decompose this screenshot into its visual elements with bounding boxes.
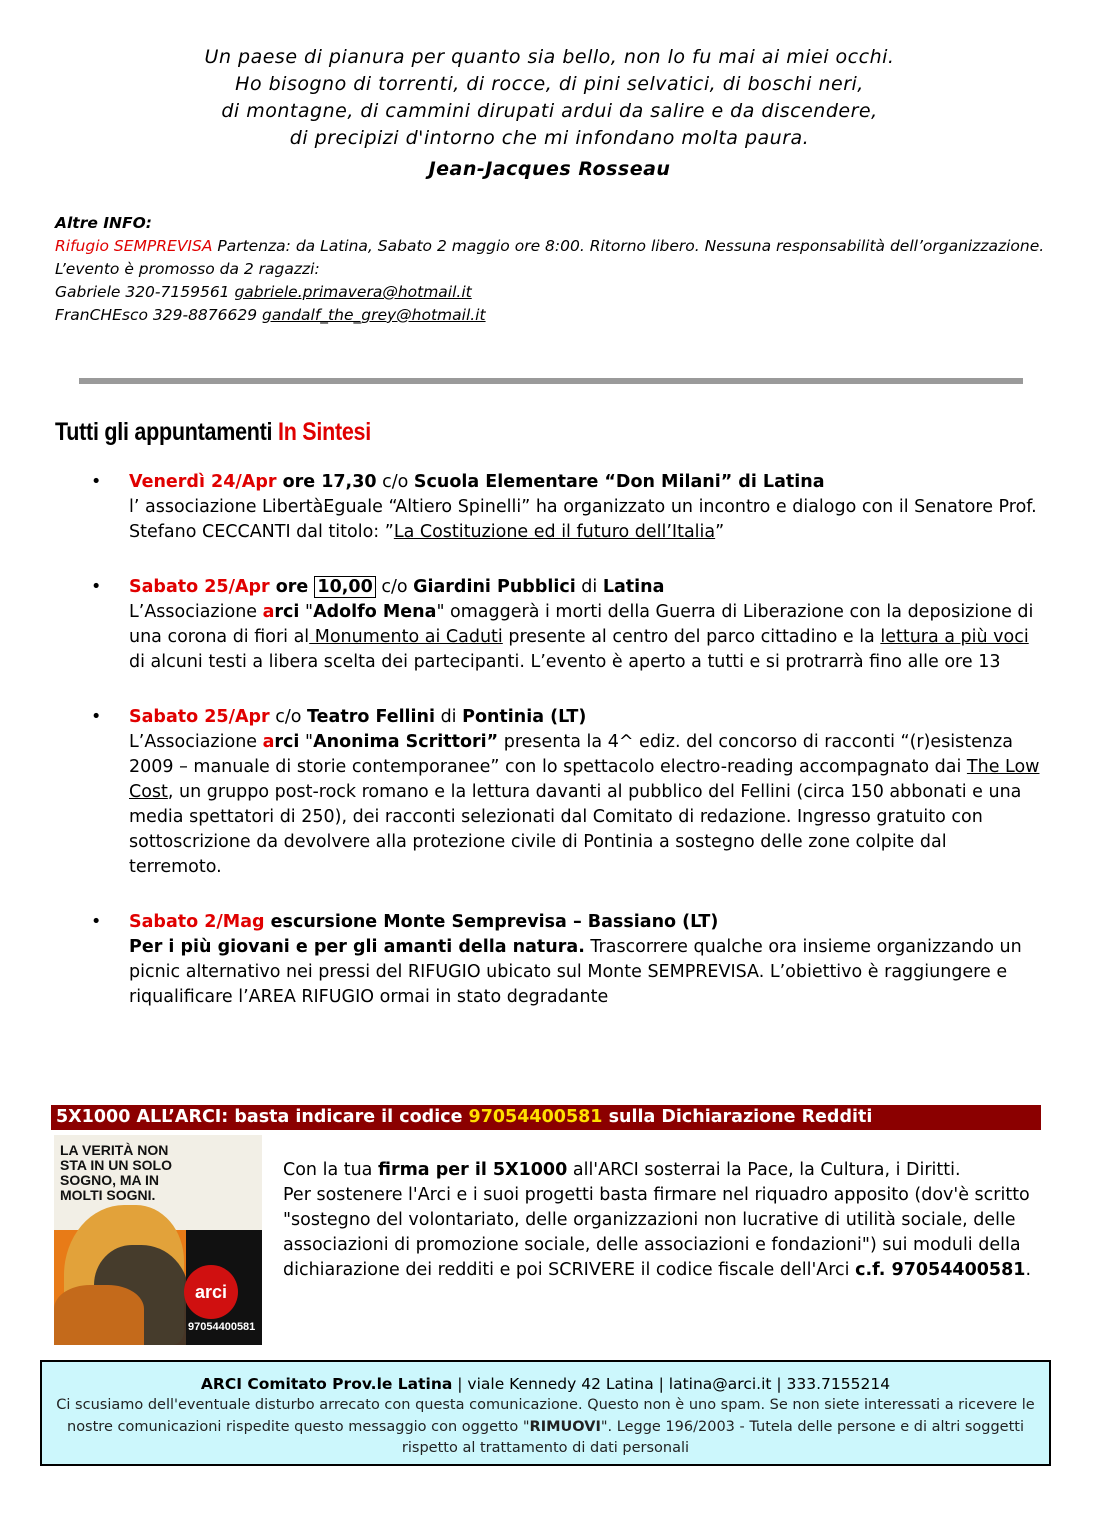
poster-hand (54, 1285, 144, 1345)
five-per-mille-paragraph (283, 1158, 1043, 1183)
info-heading: Altre INFO: (55, 214, 152, 232)
arci-poster-image (54, 1135, 262, 1345)
notice-text: ". Legge 196/2003 - Tutela delle persone e di altri soggetti rispetto al trattamento di dati personali (401, 1418, 1024, 1456)
poster-code: 97054400581 (188, 1321, 256, 1333)
event-header (129, 910, 1041, 935)
paragraph-emphasis: firma per il 5X1000 (377, 1160, 568, 1180)
event-text: L’Associazione (129, 732, 263, 752)
footer-notice (42, 1395, 1049, 1460)
event-item (91, 705, 1041, 880)
contact-name: FranCHEsco 329-8876629 (55, 306, 263, 324)
event-city: Latina (602, 577, 665, 597)
contact-email-link[interactable]: gabriele.primavera@hotmail.it (234, 283, 472, 301)
event-venue: Scuola Elementare “Don Milani” di Latina (413, 472, 825, 492)
footer-contact-text: | viale Kennedy 42 Latina | latina@arci.it | 333.7155214 (452, 1375, 891, 1393)
event-venue: Teatro Fellini (307, 707, 436, 727)
info-text: Partenza: da Latina, Sabato 2 maggio ore 8:00. Ritorno libero. Nessuna responsabilità dell’organizzazione. L’evento è promosso da 2 ragazzi: (55, 237, 1045, 278)
footer-org: ARCI Comitato Prov.le Latina (200, 1375, 453, 1393)
event-text: L’Associazione (129, 602, 263, 622)
bullet: • (91, 472, 102, 492)
section-title (55, 418, 371, 447)
event-header (129, 470, 1041, 495)
five-per-mille-paragraph (283, 1183, 1043, 1283)
event-co: c/o (375, 577, 414, 597)
arci-logo-icon: arci (184, 1265, 238, 1319)
event-text: presenta la 4^ ediz. del concorso di racconti “(r)esistenza 2009 – manuale di storie contemporanee” con lo spettacolo electro-reading accompagnato dai (129, 732, 1013, 777)
info-contact-1 (55, 281, 1055, 304)
event-date: Sabato 2/Mag (129, 912, 265, 932)
event-time: 10,00 (314, 576, 375, 598)
quote-author: Jean-Jacques Rosseau (428, 158, 671, 180)
event-time-prefix: ore (276, 472, 322, 492)
event-org: Adolfo Mena (313, 602, 437, 622)
notice-keyword: RIMUOVI (529, 1418, 601, 1435)
contact-email-link[interactable]: gandalf_the_grey@hotmail.it (262, 306, 486, 324)
event-body (129, 935, 1041, 1010)
section-title-text: Tutti gli appuntamenti (55, 418, 278, 446)
banner-label: 5X1000 ALL’ARCI: (56, 1107, 229, 1127)
quote-line: Ho bisogno di torrenti, di rocce, di pini selvatici, di boschi neri, (235, 73, 864, 95)
footer-contacts (42, 1373, 1049, 1395)
info-place: Rifugio SEMPREVISA (55, 237, 213, 255)
event-text: , un gruppo post-rock romano e la lettura davanti al pubblico del Fellini (circa 150 abbonati e una media spettatori di 250), dei racconti selezionati dal Comitato di redazione. Ingresso gratuito con sottoscrizione da devolvere alla protezione civile di Pontinia a sostegno delle zone colpite dal terremoto. (129, 782, 1022, 877)
event-item (91, 470, 1041, 545)
event-link[interactable]: The Low Cost (129, 757, 1040, 802)
event-text: ” (715, 522, 725, 542)
event-link[interactable]: lettura a più voci (880, 627, 1029, 647)
event-link[interactable]: Monumento ai Caduti (309, 627, 503, 647)
event-of: di (575, 577, 603, 597)
bullet: • (91, 707, 102, 727)
quote (0, 44, 1099, 152)
banner-code: 97054400581 (468, 1107, 603, 1127)
event-co: c/o (269, 707, 308, 727)
event-item (91, 575, 1041, 675)
event-date: Venerdì 24/Apr (129, 472, 277, 492)
event-body (129, 600, 1041, 675)
poster-slogan: LA VERITÀ NON STA IN UN SOLO SOGNO, MA IN MOLTI SOGNI. (60, 1142, 172, 1203)
event-time-prefix: ore (269, 577, 315, 597)
banner-text: sulla Dichiarazione Redditi (602, 1107, 873, 1127)
event-body (129, 495, 1041, 545)
event-date: Sabato 25/Apr (129, 577, 270, 597)
event-of: di (435, 707, 463, 727)
arci-word: rci (274, 602, 300, 622)
paragraph-text: all'ARCI sosterrai la Pace, la Cultura, i Diritti. (567, 1160, 961, 1180)
event-org: Anonima Scrittori” (313, 732, 499, 752)
event-text: " (299, 602, 314, 622)
event-link[interactable]: La Costituzione ed il futuro dell’Italia (393, 522, 716, 542)
event-venue: Giardini Pubblici (413, 577, 576, 597)
paragraph-text: . (1025, 1260, 1032, 1280)
paragraph-text: Con la tua (283, 1160, 378, 1180)
event-header (129, 575, 1041, 600)
event-text: l’ associazione LibertàEguale “Altiero Spinelli” ha organizzato un incontro e dialogo con il Senatore Prof. Stefano CECCANTI dal titolo: ” (129, 497, 1037, 542)
paragraph-emphasis: c.f. 97054400581 (855, 1260, 1026, 1280)
event-header (129, 705, 1041, 730)
event-body (129, 730, 1041, 880)
divider (79, 378, 1023, 384)
event-item (91, 910, 1041, 1010)
event-text: " (299, 732, 314, 752)
five-per-mille-text (283, 1158, 1043, 1283)
section-title-highlight: In Sintesi (277, 418, 371, 446)
five-per-mille-banner (51, 1105, 1041, 1130)
footer (40, 1360, 1051, 1466)
info-details (55, 235, 1055, 281)
event-text: presente al centro del parco cittadino e la (502, 627, 881, 647)
event-text: di alcuni testi a libera scelta dei partecipanti. L’evento è aperto a tutti e si protrarrà fino alle ore 13 (129, 652, 1001, 672)
bullet: • (91, 577, 102, 597)
event-text: " omaggerà i morti della Guerra di Liberazione con la deposizione di una corona di fiori al (129, 602, 1034, 647)
event-co: c/o (376, 472, 414, 492)
event-lead: Per i più giovani e per gli amanti della natura. (129, 937, 585, 957)
banner-text: basta indicare il codice (228, 1107, 469, 1127)
event-date: Sabato 25/Apr (129, 707, 270, 727)
event-list (91, 470, 1041, 1040)
info-contact-2 (55, 304, 1055, 327)
info-block (55, 212, 1055, 327)
arci-logo-letter: a (262, 732, 275, 752)
bullet: • (91, 912, 102, 932)
event-text: Trascorrere qualche ora insieme organizzando un picnic alternativo nei pressi del RIFUGIO ubicato sul Monte SEMPREVISA. L’obiettivo è raggiungere e riqualificare l’AREA RIFUGIO ormai in stato degradante (129, 937, 1022, 1007)
arci-logo-letter: a (262, 602, 275, 622)
quote-line: di precipizi d'intorno che mi infondano molta paura. (289, 127, 810, 149)
arci-word: rci (274, 732, 300, 752)
contact-name: Gabriele 320-7159561 (55, 283, 235, 301)
quote-line: di montagne, di cammini dirupati ardui da salire e da discendere, (221, 100, 878, 122)
notice-text: Ci scusiamo dell'eventuale disturbo arrecato con questa comunicazione. Questo non è uno spam. Se non siete interessati a ricevere le nostre comunicazioni rispedite questo messaggio con oggetto " (56, 1397, 1035, 1435)
event-city: Pontinia (LT) (462, 707, 587, 727)
event-time: 17,30 (321, 472, 377, 492)
paragraph-text: Per sostenere l'Arci e i suoi progetti basta firmare nel riquadro apposito (dov'è scritto "sostegno del volontariato, delle organizzazioni non lucrative di utilità sociale, delle associazioni di promozione sociale, delle associazioni e fondazioni") sui moduli della dichiarazione dei redditi e poi SCRIVERE il codice fiscale dell'Arci (283, 1185, 1030, 1280)
quote-line: Un paese di pianura per quanto sia bello, non lo fu mai ai miei occhi. (204, 46, 895, 68)
event-title: escursione Monte Semprevisa – Bassiano (LT) (264, 912, 719, 932)
